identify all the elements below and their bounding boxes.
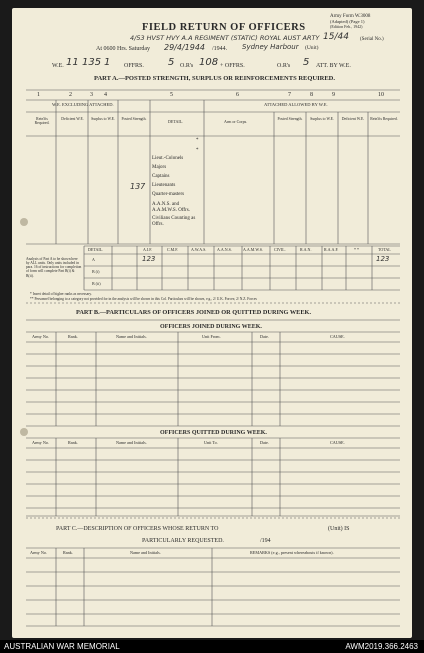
footer-accession: AWM2019.366.2463 xyxy=(345,642,418,651)
att-label: ATT. BY W.E. xyxy=(316,63,351,69)
rank-lieutenants: Lieutenants xyxy=(152,183,176,188)
col-head-surplus-right: Surplus to W.E. xyxy=(310,117,334,121)
quitted-col-cause: CAUSE. xyxy=(330,440,345,445)
serial-label: (Serial No.) xyxy=(360,37,384,42)
quitted-col-date: Date. xyxy=(260,440,269,445)
rank-majors: Majors xyxy=(152,165,167,170)
place-handwritten: Sydney Harbour xyxy=(242,43,299,51)
offrs-value: 5 xyxy=(168,57,175,68)
we-ors-value: 135 xyxy=(82,57,102,68)
rank-quartermasters: Quarter-masters xyxy=(152,192,185,197)
part-b-heading: PART B.—PARTICULARS OF OFFICERS JOINED OR QUITTED DURING WEEK. xyxy=(76,309,312,316)
col-number: 4 xyxy=(104,92,107,98)
unit-label: (Unit) xyxy=(305,45,319,51)
rank-lieut-colonels: Lieut.-Colonels xyxy=(152,156,184,161)
we-one-value: 1 xyxy=(104,57,111,68)
rank-civilians: Civilians Counting as Offrs. xyxy=(152,216,196,227)
footnote-1: * Insert detail of higher ranks as necessary. xyxy=(30,292,92,296)
joined-col-rank: Rank. xyxy=(68,334,78,339)
analysis-row-a: A xyxy=(92,257,95,262)
asterisk-mark: * xyxy=(196,148,199,153)
attached-allowed-heading: ATTACHED ALLOWED BY W.E. xyxy=(264,102,328,107)
footnote-2: ** Personnel belonging to a category not provided for in the analysis will be shown in this Col. Particulars will be shown, e.g., 2/ U.K. Forces; 2/ N.Z. Forces xyxy=(30,297,257,301)
part-c-unit-is: (Unit) IS xyxy=(328,526,350,532)
archive-footer xyxy=(0,640,424,653)
edition-note: (Edition Feb., 1942) xyxy=(330,24,363,29)
part-c-requested: PARTICULARLY REQUESTED. xyxy=(142,538,224,544)
col-head-detail: DETAIL. xyxy=(168,119,184,124)
rank-captains: Captains xyxy=(152,174,170,179)
col-number: 2 xyxy=(69,92,72,98)
joined-col-date: Date. xyxy=(260,334,269,339)
part-a-heading: PART A.—POSTED STRENGTH, SURPLUS OR REINFORCEMENTS REQUIRED. xyxy=(94,75,335,82)
analysis-col-detail: DETAIL. xyxy=(88,247,104,252)
col-head-surplus: Surplus to W.E. xyxy=(91,117,115,121)
total-handwritten: 123 xyxy=(376,255,390,263)
col-head-deficient-right: Deficient W.E. xyxy=(341,117,365,121)
att-value: 5 xyxy=(303,57,310,68)
we-excluding-heading: W.E. EXCLUDING ATTACHED. xyxy=(52,102,114,107)
at-label: At 0600 Hrs. Saturday xyxy=(96,46,150,52)
quitted-col-army-no: Army No. xyxy=(32,440,49,445)
joined-col-unit-from: Unit From. xyxy=(202,334,221,339)
part-c-date-tail: /194 xyxy=(260,538,271,544)
col-head-reinfts-right: Rein'fts Required. xyxy=(370,117,398,121)
posted-handwritten: 137 xyxy=(130,182,146,191)
col-head-posted: Posted Strength. xyxy=(121,117,147,121)
army-form-number: Army Form W.3008 xyxy=(330,14,371,19)
part-c-col-remarks: REMARKS (e.g., present whereabouts if known). xyxy=(250,550,334,555)
year-suffix: /1944. xyxy=(212,46,228,52)
col-number: 6 xyxy=(236,92,239,98)
ors-label-2: O.R's xyxy=(277,63,291,69)
col-number: 1 xyxy=(37,92,40,98)
aif-handwritten: 123 xyxy=(142,255,156,263)
col-head-posted-right: Posted Strength. xyxy=(277,117,303,121)
analysis-col-civil: CIVIL. xyxy=(274,247,286,252)
analysis-col-other: * * xyxy=(354,247,359,252)
col-number: 8 xyxy=(310,92,313,98)
ors-value: 108 xyxy=(199,57,219,68)
asterisk-mark: * xyxy=(196,138,199,143)
unit-handwritten: 4/53 HVST HVY A.A REGIMENT (STATIC) ROYAL AUST ARTY xyxy=(130,34,320,42)
footer-institution: AUSTRALIAN WAR MEMORIAL xyxy=(4,642,120,651)
part-c-col-army-no: Army No. xyxy=(30,550,47,555)
serial-value: 15/44 xyxy=(323,32,349,42)
quitted-col-unit-to: Unit To. xyxy=(204,440,218,445)
analysis-col-ran: R.A.N. xyxy=(300,247,312,252)
analysis-row-bii: B (ii) xyxy=(92,281,101,286)
quitted-title: OFFICERS QUITTED DURING WEEK. xyxy=(160,430,267,436)
col-number: 10 xyxy=(378,92,384,98)
col-head-arm-corps: Arm or Corps. xyxy=(224,119,248,124)
analysis-col-awas: A.W.A.S. xyxy=(191,247,207,252)
analysis-col-cmf: C.M.F. xyxy=(167,247,179,252)
part-c-col-rank: Rank. xyxy=(63,550,73,555)
col-number: 9 xyxy=(332,92,335,98)
analysis-col-total: TOTAL xyxy=(378,247,391,252)
part-c-col-name: Name and Initials. xyxy=(130,550,161,555)
joined-col-cause: CAUSE. xyxy=(330,334,345,339)
quitted-col-name: Name and Initials. xyxy=(116,440,147,445)
ors-label: O.R's xyxy=(180,63,194,69)
joined-col-army-no: Army No. xyxy=(32,334,49,339)
analysis-row-bi: B (i) xyxy=(92,269,100,274)
col-head-reinfts: Rein'fts Required. xyxy=(34,117,50,125)
we-offrs-value: 11 xyxy=(66,57,79,68)
offrs-label: OFFRS. xyxy=(124,63,144,69)
form-page xyxy=(12,8,412,638)
col-number: 3 xyxy=(90,92,93,98)
plus-offrs-label: + OFFRS. xyxy=(220,63,245,69)
analysis-col-raaf: R.A.A.F. xyxy=(324,247,339,252)
date-handwritten: 29/4/1944 xyxy=(164,43,206,52)
analysis-note: Analysis of Part A to be shown here by ALL units. Only units included in para. 16 of instructions for completion of form will complete Part B(i) & B(ii). xyxy=(26,257,82,278)
quitted-col-rank: Rank. xyxy=(68,440,78,445)
analysis-col-aamws: A.A.M.W.S. xyxy=(243,247,263,252)
rank-aans-aamws: A.A.N.S. and A.A.M.W.S. Offrs. xyxy=(152,202,190,213)
joined-col-name: Name and Initials. xyxy=(116,334,147,339)
part-c-heading: PART C.—DESCRIPTION OF OFFICERS WHOSE RETURN TO xyxy=(56,526,219,532)
we-label: W.E. xyxy=(52,63,64,69)
analysis-col-aans: A.A.N.S. xyxy=(217,247,232,252)
form-title: FIELD RETURN OF OFFICERS xyxy=(142,22,306,33)
col-head-deficient: Deficient W.E. xyxy=(61,117,84,121)
adapted-note: (Adapted) (Page 1) xyxy=(330,19,365,24)
col-number: 7 xyxy=(288,92,291,98)
joined-title: OFFICERS JOINED DURING WEEK. xyxy=(160,324,262,330)
analysis-col-aif: A.I.F. xyxy=(143,247,153,252)
col-number: 5 xyxy=(170,92,173,98)
